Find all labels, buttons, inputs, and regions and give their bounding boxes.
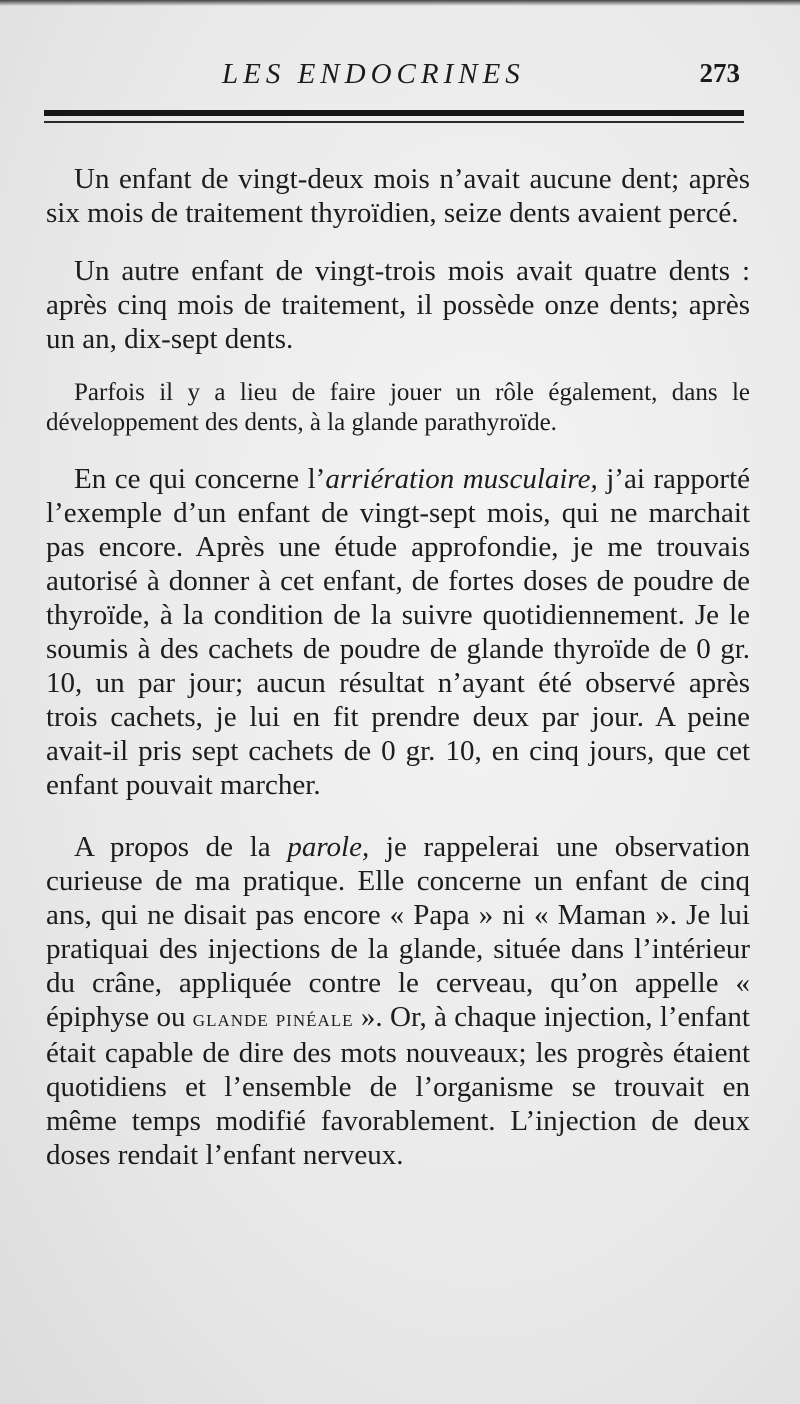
italic-term-parole: parole, (287, 831, 370, 863)
body-text (46, 162, 750, 1172)
paragraph-text: j’ai rapporté l’exemple d’un enfant de vingt-sept mois, qui ne marchait pas encore. Après une étude approfondie, je me trouvais autorisé à donner à cet enfant, de fortes doses de poudre de thyroïde, à la condition de la suivre quotidiennement. Je le soumis à des cachets de poudre de glande thyroïde de 0 gr. 10, un par jour; aucun résultat n’ayant été observé après trois cachets, je lui en fit prendre deux par jour. A peine avait-il pris sept cachets de 0 gr. 10, en cinq jours, que cet enfant pouvait marcher. (46, 463, 750, 801)
running-title: LES ENDOCRINES (222, 58, 525, 90)
header-rule-thin (44, 121, 744, 123)
paragraph-text: Parfois il y a lieu de faire jouer un rôle également, dans le développement des dents, à la glande parathyroïde. (46, 379, 750, 436)
paragraph-text: ». Or, à chaque injection, l’enfant était capable de dire des mots nouveaux; les progrès étaient quotidiens et l’ensemble de l’organisme se trouvait en même temps modifié favorablement. L’injection de deux doses rendait l’enfant nerveux. (46, 1001, 750, 1171)
paragraph-text: A propos de la (74, 831, 288, 863)
paragraph-text: En ce qui concerne l’ (74, 463, 326, 495)
paragraph-speech (46, 830, 750, 1172)
page-header (46, 58, 746, 98)
paragraph-text: je rappelerai une observation curieuse de ma pratique. Elle concerne un enfant de cinq ans, qui ne disait pas encore « Papa » ni « Maman ». Je lui pratiquai des injections de la glande, située dans l’intérieur du crâne, appliquée contre le cerveau, qu’on appelle « épiphyse ou (46, 831, 750, 1033)
page-number: 273 (699, 58, 740, 88)
page-top-shadow (0, 0, 800, 6)
paragraph-text: Un autre enfant de vingt-trois mois avait quatre dents : après cinq mois de traitement, il possède onze dents; après un an, dix-sept dents. (46, 255, 750, 355)
paragraph-text: Un enfant de vingt-deux mois n’avait aucune dent; après six mois de traitement thyroïdien, seize dents avaient percé. (46, 163, 750, 229)
italic-term-arrieration: arriération musculaire, (325, 463, 598, 495)
smallcaps-term-glande-pineale: glande pinéale (192, 1006, 354, 1032)
paragraph-muscular-retardation (46, 462, 750, 802)
paragraph-parathyroid-note (46, 378, 750, 438)
header-rule-thick (44, 110, 744, 116)
paragraph-teeth-twenty-two-months (46, 162, 750, 230)
paragraph-teeth-twenty-three-months (46, 254, 750, 356)
